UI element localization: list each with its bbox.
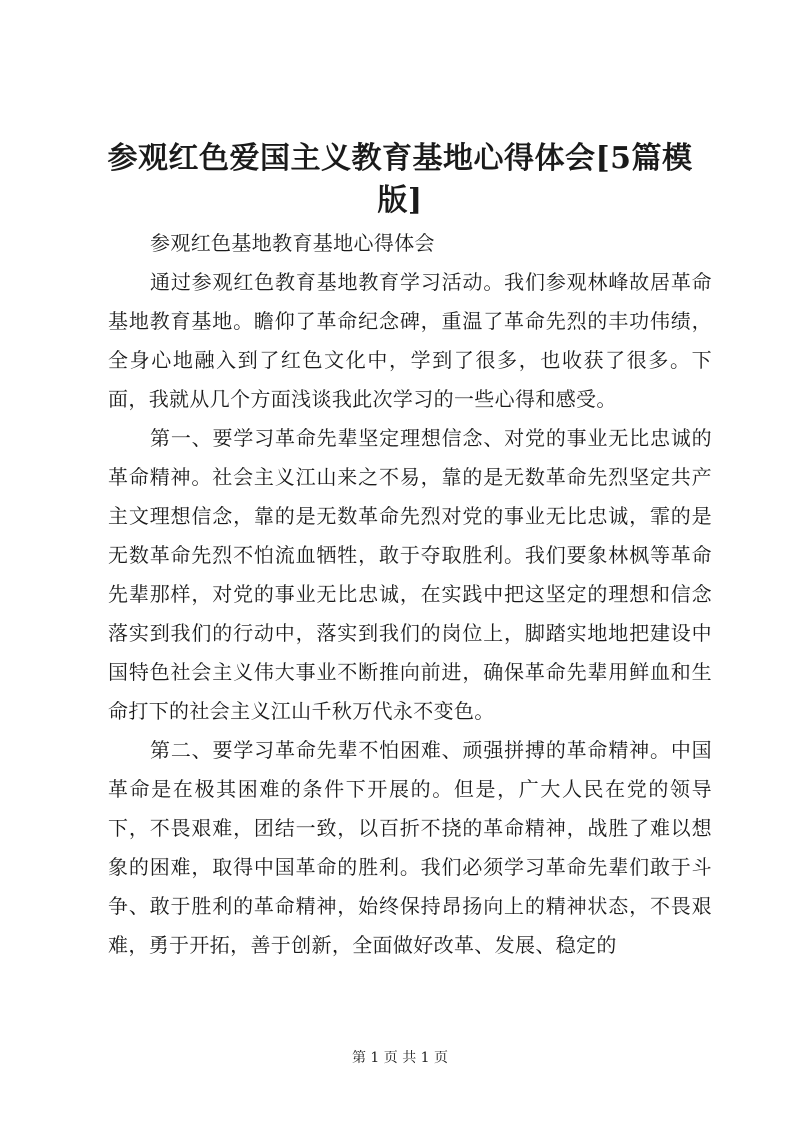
subtitle-paragraph: 参观红色基地教育基地心得体会 [150, 231, 435, 255]
document-title: 参观红色爱国主义教育基地心得体会[5篇模版] [107, 141, 693, 218]
document-body [108, 224, 712, 965]
point-two-paragraph: 第二、要学习革命先辈不怕困难、顽强拼搏的革命精神。中国革命是在极其困难的条件下开展的。但是，广大人民在党的领导下，不畏艰难，团结一致，以百折不挠的革命精神，战胜了难以想象的困难，取得中国革命的胜利。我们必须学习革命先辈们敢于斗争、敢于胜利的革命精神，始终保持昂扬向上的精神状态，不畏艰难，勇于开拓，善于创新，全面做好改革、发展、稳定的 [108, 738, 712, 957]
intro-paragraph: 通过参观红色教育基地教育学习活动。我们参观林峰故居革命基地教育基地。瞻仰了革命纪念碑，重温了革命先烈的丰功伟绩，全身心地融入到了红色文化中，学到了很多，也收获了很多。下面，我就从几个方面浅谈我此次学习的一些心得和感受。 [108, 270, 712, 411]
point-one-paragraph: 第一、要学习革命先辈坚定理想信念、对党的事业无比忠诚的革命精神。社会主义江山来之不易，靠的是无数革命先烈坚定共产主文理想信念，靠的是无数革命先烈对党的事业无比忠诚，霏的是无数革命先烈不怕流血牺牲，敢于夺取胜利。我们要象林枫等革命先辈那样，对党的事业无比忠诚，在实践中把这坚定的理想和信念落实到我们的行动中，落实到我们的岗位上，脚踏实地地把建设中国特色社会主义伟大事业不断推向前进，确保革命先辈用鲜血和生命打下的社会主义江山千秋万代永不变色。 [108, 426, 712, 723]
page-number-footer: 第 1 页 共 1 页 [351, 1050, 449, 1066]
